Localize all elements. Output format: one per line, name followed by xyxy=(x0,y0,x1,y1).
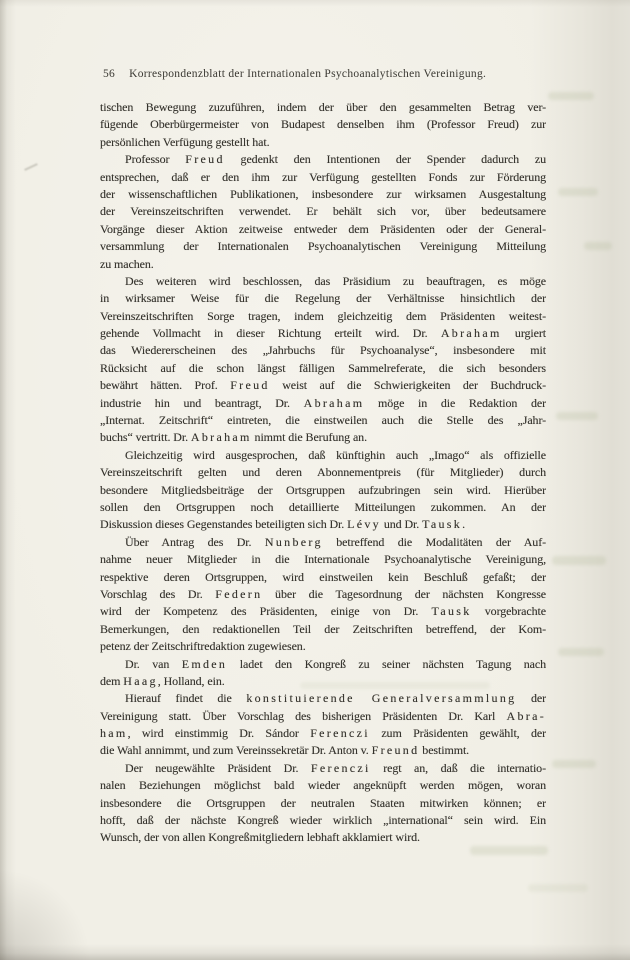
text-run: Der neugewählte Präsident Dr. xyxy=(125,760,311,775)
bleedthrough-mark xyxy=(558,188,598,196)
bleedthrough-mark xyxy=(552,556,606,565)
spaced-name-run: Ferenczi xyxy=(310,726,370,741)
text-line xyxy=(100,290,546,307)
text-run: der wissenschaftlichen Publikationen, insbesondere zur wirksamen Ausgestaltung xyxy=(100,186,546,201)
text-run: , wird einstimmig Dr. Sándor xyxy=(127,726,311,741)
text-run: wird der Kompetenz des Präsidenten, einige von Dr. xyxy=(100,604,432,619)
text-run: weist auf die Schwierigkeiten der Buchdruck- xyxy=(269,378,546,393)
text-run: der xyxy=(516,691,546,706)
text-run: Wunsch, der von allen Kongreßmitgliedern lebhaft akklamiert wird. xyxy=(100,830,420,845)
spaced-name-run: Abraham xyxy=(440,326,502,341)
paragraph xyxy=(100,534,546,656)
scratch-mark xyxy=(24,163,38,171)
paragraph xyxy=(100,760,546,847)
paragraph xyxy=(100,447,546,534)
text-line xyxy=(100,725,546,742)
text-line xyxy=(100,238,546,255)
bleedthrough-mark xyxy=(558,648,604,656)
page-header xyxy=(103,68,549,80)
text-run: gedenkt den Intentionen der Spender dadurch zu xyxy=(224,152,546,167)
text-line xyxy=(100,256,546,273)
text-line xyxy=(100,673,546,690)
text-run: Des weiteren wird beschlossen, das Präsidium zu beauftragen, es möge xyxy=(125,273,546,288)
text-run: fügende Oberbürgermeister von Budapest denselben ihm (Professor Freud) zur xyxy=(100,117,546,132)
text-run: hofft, daß der nächste Kongreß wieder wirklich „international“ sein wird. Ein xyxy=(100,813,546,828)
text-run: dem xyxy=(100,673,124,688)
spaced-name-run: Tausk xyxy=(431,604,472,619)
text-line xyxy=(100,760,546,777)
text-line xyxy=(100,656,546,673)
text-line xyxy=(100,777,546,794)
spaced-name-run: konstituierende Generalversammlung xyxy=(246,691,517,706)
text-line xyxy=(100,551,546,568)
text-run: urgiert xyxy=(501,326,546,341)
text-line xyxy=(100,186,546,203)
bleedthrough-mark xyxy=(528,884,588,892)
spaced-name-run: Lévy xyxy=(347,517,381,532)
text-line xyxy=(100,829,546,846)
text-run: Rücksicht auf die schon längst fälligen Sammelreferate, die sich besonders xyxy=(100,360,546,375)
bleedthrough-mark xyxy=(470,846,548,855)
bleedthrough-mark xyxy=(556,412,598,420)
paragraph xyxy=(100,690,546,760)
bleedthrough-mark xyxy=(584,242,612,250)
text-line xyxy=(100,342,546,359)
text-run: Vorschlag des Dr. xyxy=(100,586,216,601)
text-line xyxy=(100,603,546,620)
text-run: in wirksamer Weise für die Regelung der Verhältnisse hinsichtlich der xyxy=(100,291,546,306)
text-run: Über Antrag des Dr. xyxy=(125,534,265,549)
text-run: „Internat. Zeitschrift“ eintreten, die einstweilen auch die Stelle des „Jahr- xyxy=(100,413,546,428)
text-run: versammlung der Internationalen Psychoanalytischen Vereinigung Mitteilung xyxy=(100,239,546,254)
text-line xyxy=(100,395,546,412)
paragraph xyxy=(100,151,546,273)
text-run: vorgebrachte xyxy=(471,604,546,619)
text-line xyxy=(100,99,546,116)
text-run: über die Tagesordnung der nächsten Kongresse xyxy=(262,586,546,601)
text-run: Professor xyxy=(125,152,186,167)
bleedthrough-mark xyxy=(548,92,594,100)
text-line xyxy=(100,116,546,133)
spaced-name-run: Abra- xyxy=(506,708,546,723)
text-line xyxy=(100,499,546,516)
text-run: , Holland, ein. xyxy=(157,673,225,688)
text-line xyxy=(100,325,546,342)
text-line xyxy=(100,377,546,394)
text-run: Vereinszeitschriften Sorge tragen, indem gleichzeitig dem Präsidenten weitest- xyxy=(100,308,546,323)
text-run: Diskussion dieses Gegenstandes beteiligten sich Dr. xyxy=(100,517,348,532)
text-line xyxy=(100,586,546,603)
text-line xyxy=(100,429,546,446)
spaced-name-run: Abraham xyxy=(303,395,365,410)
text-run: ladet den Kongreß zu seiner nächsten Tagung nach xyxy=(227,656,546,671)
text-run: betreffend die Modalitäten der Auf- xyxy=(322,534,546,549)
text-line xyxy=(100,482,546,499)
spaced-name-run: Freud xyxy=(185,152,225,167)
text-run: tischen Bewegung zuzuführen, indem der über den gesammelten Betrag ver- xyxy=(100,100,546,114)
spaced-name-run: Freund xyxy=(371,743,420,758)
text-line xyxy=(100,708,546,725)
text-run: Hierauf findet die xyxy=(125,691,247,706)
text-line xyxy=(100,795,546,812)
text-line xyxy=(100,516,546,533)
text-line xyxy=(100,203,546,220)
text-run: sollen den Ortsgruppen noch detaillierte Mitteilungen zukommen. An der xyxy=(100,499,546,514)
text-run: persönlichen Verfügung gestellt hat. xyxy=(100,134,270,149)
text-run: die Wahl annimmt, und zum Vereinssekretär Dr. Anton v. xyxy=(100,743,372,758)
text-run: nimmt die Berufung an. xyxy=(251,430,367,445)
paragraph xyxy=(100,656,546,691)
text-run: möge in die Redaktion der xyxy=(364,395,546,410)
text-run: regt an, daß die internatio- xyxy=(370,760,546,775)
text-line xyxy=(100,360,546,377)
text-line xyxy=(100,638,546,655)
text-run: . xyxy=(462,517,465,532)
text-line xyxy=(100,412,546,429)
spaced-name-run: Emden xyxy=(181,656,228,671)
text-line xyxy=(100,534,546,551)
text-run: und Dr. xyxy=(380,517,423,532)
text-line xyxy=(100,273,546,290)
text-line xyxy=(100,447,546,464)
text-run: nahme neuer Mitglieder in die Internationale Psychoanalytische Vereinigung, xyxy=(100,552,546,567)
text-run: Dr. van xyxy=(125,656,182,671)
text-run: Vorgänge dieser Aktion zeitweise entweder dem Präsidenten oder der General- xyxy=(100,221,546,236)
text-run: buchs“ vertritt. Dr. xyxy=(100,430,191,445)
text-line xyxy=(100,690,546,707)
text-line xyxy=(100,221,546,238)
text-run: gehende Vollmacht in dieser Richtung erteilt wird. Dr. xyxy=(100,326,441,341)
text-run: entsprechen, daß er den ihm zur Verfügung gestellten Fonds zur Förderung xyxy=(100,169,546,184)
text-line xyxy=(100,742,546,759)
text-run: respektive deren Ortsgruppen, wird einstweilen kein Beschluß gefaßt; der xyxy=(100,569,546,584)
text-run: Vereinigung statt. Über Vorschlag des bisherigen Präsidenten Dr. Karl xyxy=(100,708,507,723)
spaced-name-run: Abraham xyxy=(190,430,252,445)
text-run: industrie hin und beantragt, Dr. xyxy=(100,395,304,410)
text-line xyxy=(100,169,546,186)
paragraph xyxy=(100,99,546,151)
text-run: bewährt hätten. Prof. xyxy=(100,378,231,393)
text-line xyxy=(100,308,546,325)
text-line xyxy=(100,621,546,638)
text-run: besondere Mitgliedsbeiträge der Ortsgruppen aufzubringen sein wird. Hierüber xyxy=(100,482,546,497)
text-line xyxy=(100,812,546,829)
spaced-name-run: Nunberg xyxy=(264,534,323,549)
text-run: insbesondere die Ortsgruppen der neutralen Staaten mitwirken können; er xyxy=(100,795,546,810)
text-run: zum Präsidenten gewählt, der xyxy=(369,726,546,741)
running-title: Korrespondenzblatt der Internationalen Psychoanalytischen Vereinigung. xyxy=(129,68,487,80)
spaced-name-run: Tausk xyxy=(422,517,463,532)
paragraph xyxy=(100,273,546,447)
text-line xyxy=(100,134,546,151)
text-line xyxy=(100,464,546,481)
text-run: der Vereinszeitschriften verwendet. Er behält sich vor, über bedeutsamere xyxy=(100,204,546,219)
spaced-name-run: Federn xyxy=(215,586,263,601)
text-run: zu machen. xyxy=(100,256,154,271)
text-run: nalen Beziehungen möglichst bald wieder angeknüpft werden mögen, woran xyxy=(100,778,546,793)
spaced-name-run: Haag xyxy=(123,673,158,688)
text-run: petenz der Zeitschriftredaktion zugewiesen. xyxy=(100,639,306,654)
page-body xyxy=(100,99,546,847)
spaced-name-run: ham xyxy=(100,726,128,741)
text-line xyxy=(100,151,546,168)
spaced-name-run: Freud xyxy=(230,378,270,393)
bleedthrough-mark xyxy=(552,760,596,768)
text-run: bestimmt. xyxy=(419,743,470,758)
spaced-name-run: Ferenczi xyxy=(310,760,371,775)
text-run: das Wiedererscheinen des „Jahrbuchs für Psychoanalyse“, insbesondere mit xyxy=(100,343,546,358)
text-run: Gleichzeitig wird ausgesprochen, daß künftighin auch „Imago“ als offizielle xyxy=(125,447,546,462)
text-run: Vereinszeitschrift gelten und deren Abonnementpreis (für Mitglieder) durch xyxy=(100,465,546,480)
page-number: 56 xyxy=(103,68,116,80)
text-line xyxy=(100,569,546,586)
text-run: Bemerkungen, den redaktionellen Teil der Zeitschriften betreffend, der Kom- xyxy=(100,621,546,636)
